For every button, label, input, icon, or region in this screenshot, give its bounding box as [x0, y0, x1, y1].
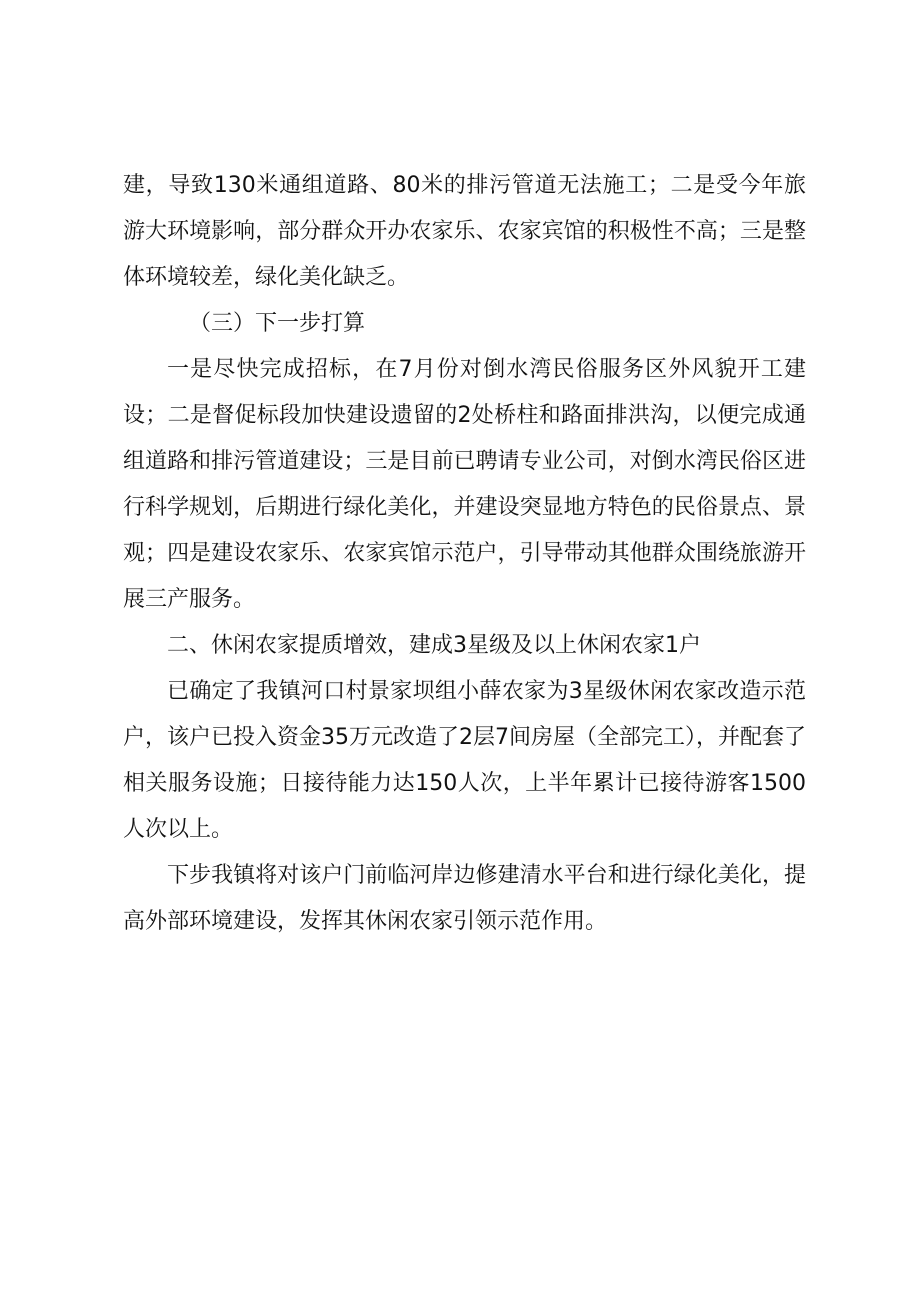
heading-leisure-farm: 二、休闲农家提质增效，建成3星级及以上休闲农家1户	[167, 633, 701, 658]
document-body	[123, 163, 806, 945]
paragraph-continuation: 建，导致130米通组道路、80米的排污管道无法施工；二是受今年旅游大环境影响，部分群众开办农家乐、农家宾馆的积极性不高；三是整体环境较差，绿化美化缺乏。	[123, 173, 806, 290]
paragraph-next-step-plan: 一是尽快完成招标，在7月份对倒水湾民俗服务区外风貌开工建设；二是督促标段加快建设遗留的2处桥柱和路面排洪沟，以便完成通组道路和排污管道建设；三是目前已聘请专业公司，对倒水湾民俗区进行科学规划，后期进行绿化美化，并建设突显地方特色的民俗景点、景观；四是建设农家乐、农家宾馆示范户，引导带动其他群众围绕旅游开展三产服务。	[123, 357, 806, 612]
paragraph-leisure-farm-status: 已确定了我镇河口村景家坝组小薛农家为3星级休闲农家改造示范户，该户已投入资金35万元改造了2层7间房屋（全部完工），并配套了相关服务设施；日接待能力达150人次，上半年累计已接待游客1500人次以上。	[123, 679, 806, 842]
heading-next-step: （三）下一步打算	[189, 311, 366, 336]
paragraph-leisure-farm-next: 下步我镇将对该户门前临河岸边修建清水平台和进行绿化美化，提高外部环境建设，发挥其休闲农家引领示范作用。	[123, 863, 806, 934]
